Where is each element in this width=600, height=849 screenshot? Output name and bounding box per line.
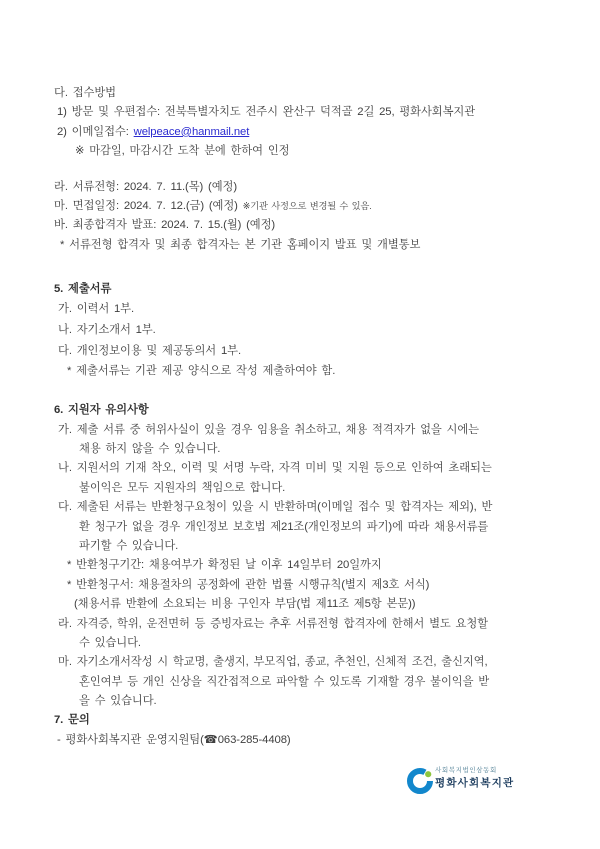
section-title <box>0 401 600 420</box>
text-line <box>0 498 600 517</box>
org-logo <box>406 764 514 798</box>
email-link[interactable]: welpeace@hanmail.net <box>133 125 250 138</box>
text-line <box>0 556 600 575</box>
text-span: 을 수 있습니다. <box>79 695 157 708</box>
text-line <box>0 576 600 595</box>
text-span: * 제출서류는 기관 제공 양식으로 작성 제출하여야 함. <box>67 365 336 378</box>
text-span: 마. 면접일정: 2024. 7. 12.(금) (예정) <box>54 199 243 212</box>
section-title <box>0 280 600 299</box>
text-span: 불이익은 모두 지원자의 책임으로 합니다. <box>79 481 286 494</box>
text-line <box>0 216 600 235</box>
text-line <box>0 103 600 122</box>
text-span: 가. 이력서 1부. <box>58 303 135 316</box>
text-span: 다. 개인정보이용 및 제공동의서 1부. <box>58 344 241 357</box>
text-span: 혼인여부 등 개인 신상을 직간접적으로 파악할 수 있도록 기재할 경우 불이익을 받 <box>79 675 490 688</box>
text-line <box>0 537 600 556</box>
text-span: 바. 최종합격자 발표: 2024. 7. 15.(월) (예정) <box>54 219 276 232</box>
text-line <box>0 479 600 498</box>
text-line <box>0 421 600 440</box>
text-span: 라. 서류전형: 2024. 7. 11.(목) (예정) <box>54 180 237 193</box>
text-line <box>0 634 600 653</box>
blank-line <box>0 162 600 178</box>
org-logo-mark <box>406 764 436 798</box>
text-span: 6. 지원자 유의사항 <box>54 404 149 417</box>
document-body <box>0 84 600 750</box>
text-line <box>0 178 600 197</box>
org-logo-text <box>435 764 514 790</box>
text-line <box>0 653 600 672</box>
text-line <box>0 440 600 459</box>
text-span: 2) 이메일접수: <box>57 125 134 138</box>
text-line <box>0 595 600 614</box>
text-span: 수 있습니다. <box>79 636 141 649</box>
text-span: - 평화사회복지관 운영지원팀(☎063-285-4408) <box>57 733 291 746</box>
text-span: 라. 자격증, 학위, 운전면허 등 증빙자료는 추후 서류전형 합격자에 한해서 별도 요청할 <box>58 617 488 630</box>
text-span: 나. 지원서의 기재 착오, 이력 및 서명 누락, 자격 미비 및 지원 등으로 인하여 초래되는 <box>58 462 492 475</box>
text-span: 5. 제출서류 <box>54 282 112 295</box>
text-line <box>0 692 600 711</box>
blank-line <box>0 382 600 401</box>
text-span: (채용서류 반환에 소요되는 비용 구인자 부담(법 제11조 제5항 본문)) <box>74 598 416 611</box>
text-span: * 서류전형 합격자 및 최종 합격자는 본 기관 홈페이지 발표 및 개별통보 <box>60 238 421 251</box>
text-span: 7. 문의 <box>54 714 90 727</box>
note-text: ※기관 사정으로 변경될 수 있음. <box>242 200 372 211</box>
text-span: ※ 마감일, 마감시간 도착 분에 한하여 인정 <box>75 145 290 158</box>
text-span: 1) 방문 및 우편접수: 전북특별자치도 전주시 완산구 덕적골 2길 25, 평화사회복지관 <box>57 106 476 119</box>
org-name: 평화사회복지관 <box>435 777 515 789</box>
text-line <box>0 361 600 382</box>
text-line <box>0 123 600 142</box>
text-span: 가. 제출 서류 중 허위사실이 있을 경우 임용을 취소하고, 채용 적격자가 없을 시에는 <box>58 423 479 436</box>
text-line <box>0 299 600 320</box>
text-span: * 반환청구기간: 채용여부가 확정된 날 이후 14일부터 20일까지 <box>67 559 382 572</box>
text-line <box>0 731 600 750</box>
text-line <box>0 320 600 341</box>
blank-line <box>0 255 600 280</box>
logo-leaf-dot <box>425 771 431 777</box>
text-line <box>0 459 600 478</box>
text-line <box>0 615 600 634</box>
text-line <box>0 673 600 692</box>
text-span: 채용 하지 않을 수 있습니다. <box>79 442 221 455</box>
text-line <box>0 197 600 216</box>
text-span: * 반환청구서: 채용절차의 공정화에 관한 법률 시행규칙(별지 제3호 서식) <box>67 578 430 591</box>
org-foundation-name: 사회복지법인삼동회 <box>435 767 497 774</box>
section-title <box>0 711 600 730</box>
text-span: 환 청구가 없을 경우 개인정보 보호법 제21조(개인정보의 파기)에 따라 채용서류를 <box>79 520 489 533</box>
text-line <box>0 236 600 255</box>
text-span: 마. 자기소개서작성 시 학교명, 출생지, 부모직업, 종교, 추천인, 신체적 조건, 출신지역, <box>58 656 488 669</box>
text-line <box>0 84 600 103</box>
text-line <box>0 341 600 362</box>
text-line <box>0 518 600 537</box>
text-span: 나. 자기소개서 1부. <box>58 323 156 336</box>
text-line <box>0 142 600 161</box>
text-span: 다. 제출된 서류는 반환청구요청이 있을 시 반환하며(이메일 접수 및 합격자는 제외), 반 <box>58 501 493 514</box>
text-span: 다. 접수방법 <box>54 87 116 99</box>
text-span: 파기할 수 있습니다. <box>79 539 179 552</box>
